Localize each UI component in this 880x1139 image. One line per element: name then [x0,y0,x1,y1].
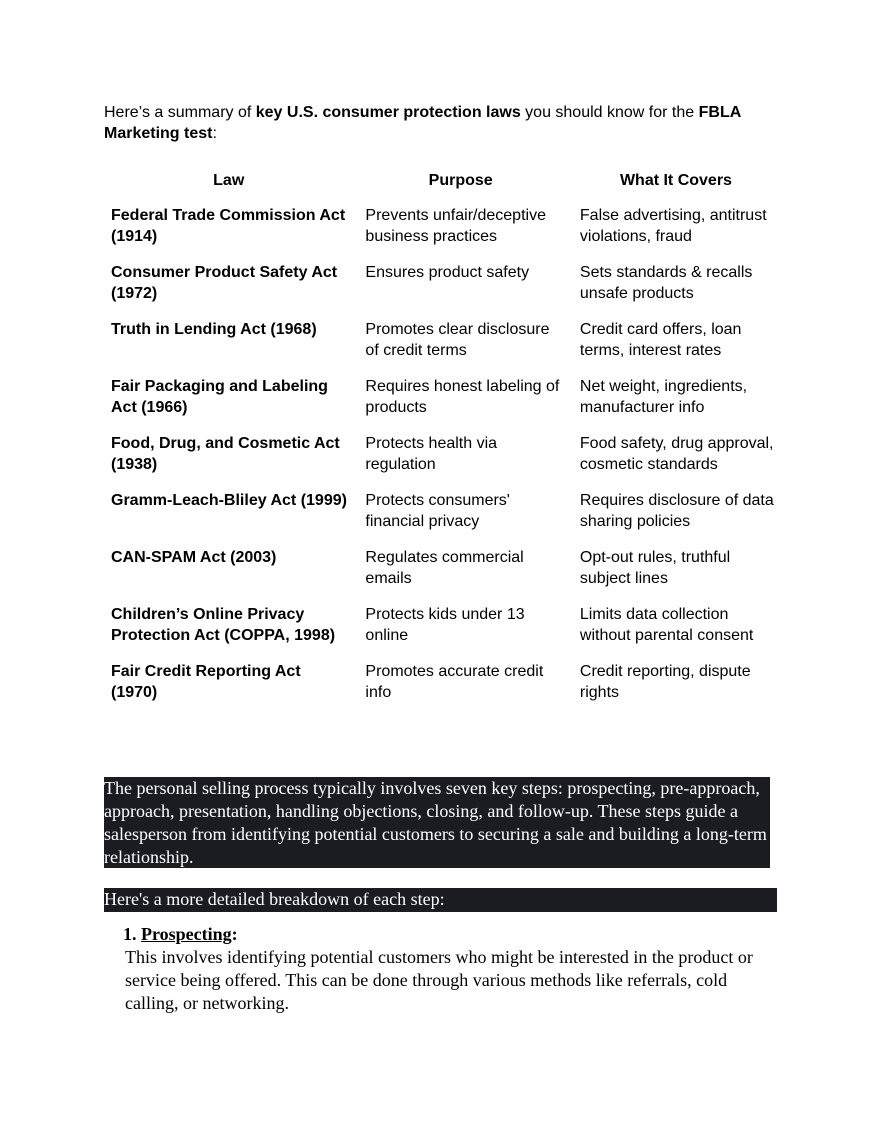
law-purpose: Requires honest labeling of products [365,378,560,416]
step-description: This involves identifying potential customers who might be interested in the product or service being offered. This can be done through various methods like referrals, cold calling, or networking. [125,947,753,1013]
law-purpose: Protects kids under 13 online [365,606,525,644]
step-colon: : [231,924,238,944]
breakdown-intro: Here's a more detailed breakdown of each step: [104,888,777,912]
column-header-purpose: Purpose [428,172,493,189]
step-prospecting [125,923,775,1015]
law-covers: Food safety, drug approval, cosmetic standards [579,435,774,473]
law-name: Consumer Product Safety Act (1972) [111,264,338,302]
law-covers: Credit reporting, dispute rights [579,663,751,701]
law-name: Fair Packaging and Labeling Act (1966) [111,378,328,416]
column-header-law: Law [213,172,245,189]
intro-text-mid: you should know for the [520,104,699,121]
intro-bold-laws: key U.S. consumer protection laws [255,104,521,121]
table-row [104,547,784,604]
law-name: Federal Trade Commission Act (1914) [111,207,346,245]
table-row [104,205,784,262]
law-covers: Opt-out rules, truthful subject lines [579,549,731,587]
table-row [104,376,784,433]
law-name: Truth in Lending Act (1968) [111,321,317,338]
law-covers: Limits data collection without parental consent [579,606,754,644]
law-covers: Net weight, ingredients, manufacturer info [579,378,748,416]
intro-bold-test: FBLA Marketing test [104,104,741,142]
table-row [104,319,784,376]
law-purpose: Prevents unfair/deceptive business practices [365,207,546,245]
table-row [104,262,784,319]
law-covers: Requires disclosure of data sharing policies [579,492,774,530]
law-purpose: Protects consumers' financial privacy [365,492,510,530]
table-row [104,490,784,547]
law-covers: False advertising, antitrust violations, fraud [579,207,767,245]
law-name: Food, Drug, and Cosmetic Act (1938) [111,435,340,473]
consumer-laws-table [104,168,784,718]
column-header-covers: What It Covers [619,172,732,189]
law-covers: Credit card offers, loan terms, interest rates [579,321,742,359]
law-name: Children’s Online Privacy Protection Act (COPPA, 1998) [111,606,336,644]
law-covers: Sets standards & recalls unsafe products [579,264,753,302]
step-number: 1. [123,924,137,944]
table-row [104,604,784,661]
law-purpose: Regulates commercial emails [365,549,524,587]
table-row [104,433,784,490]
intro-text-pre: Here’s a summary of [104,104,256,121]
law-name: Fair Credit Reporting Act (1970) [111,663,301,701]
selling-process-paragraph: The personal selling process typically involves seven key steps: prospecting, pre-approach, approach, presentation, handling objections, closing, and follow-up. These steps guide a salesperson from identifying potential customers to securing a sale and building a long-term relationship. [104,777,770,868]
law-purpose: Ensures product safety [365,264,530,281]
law-purpose: Promotes accurate credit info [365,663,544,701]
law-purpose: Protects health via regulation [365,435,498,473]
law-purpose: Promotes clear disclosure of credit terms [365,321,550,359]
intro-paragraph [104,102,784,144]
table-row [104,661,784,718]
intro-text-post: : [212,125,217,142]
table-header-row [104,168,784,205]
law-name: Gramm-Leach-Bliley Act (1999) [111,492,347,509]
law-name: CAN-SPAM Act (2003) [111,549,277,566]
step-heading [123,923,775,946]
step-title: Prospecting [141,924,232,944]
